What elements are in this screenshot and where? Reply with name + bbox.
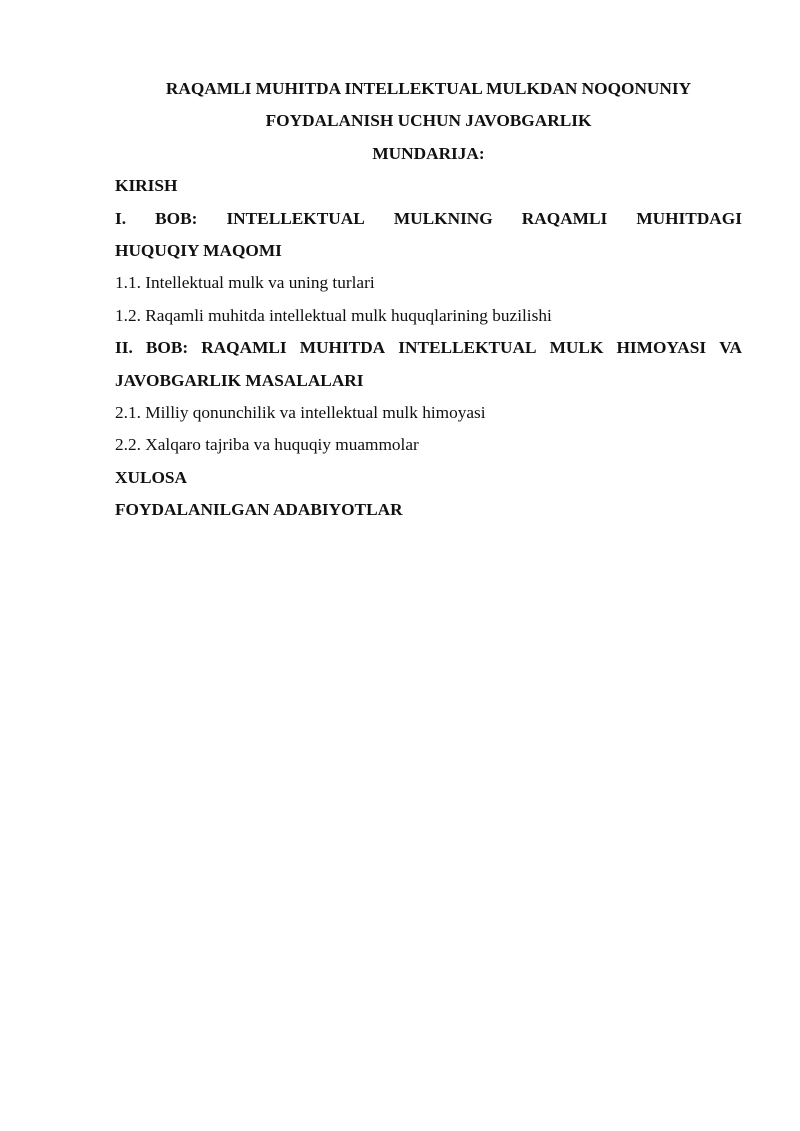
toc-chapter-2-word: INTELLEKTUAL	[398, 338, 537, 358]
toc-section-2-2: 2.2. Xalqaro tajriba va huquqiy muammolar	[115, 435, 419, 455]
contents-heading: MUNDARIJA:	[372, 143, 485, 163]
toc-chapter-1-word: I.	[115, 208, 127, 228]
toc-chapter-1-heading	[115, 203, 742, 235]
toc-section-1-2: 1.2. Raqamli muhitda intellektual mulk huquqlarining buzilishi	[115, 305, 552, 325]
toc-chapter-1-word: RAQAMLI	[521, 208, 608, 228]
toc-chapter-1-word: MUHITDAGI	[636, 208, 742, 228]
title-line-1: RAQAMLI MUHITDA INTELLEKTUAL MULKDAN NOQONUNIY	[165, 79, 692, 98]
toc-chapter-2-word: II.	[115, 338, 133, 358]
toc-chapter-2-word: MULK	[549, 338, 604, 358]
toc-chapter-2-continuation: JAVOBGARLIK MASALALARI	[115, 370, 364, 390]
toc-chapter-1-word: BOB:	[155, 208, 198, 228]
toc-chapter-2-word: BOB:	[145, 338, 189, 358]
toc-references: FOYDALANILGAN ADABIYOTLAR	[115, 500, 403, 520]
toc-chapter-2-word: MUHITDA	[299, 338, 386, 358]
toc-chapter-2-heading	[115, 332, 742, 364]
toc-chapter-2-word: RAQAMLI	[201, 338, 287, 358]
toc-section-1-1: 1.1. Intellektual mulk va uning turlari	[115, 273, 375, 293]
toc-intro: KIRISH	[115, 176, 178, 196]
toc-chapter-1-word: INTELLEKTUAL	[226, 208, 365, 228]
document-title	[115, 73, 742, 170]
toc-chapter-1-word: MULKNING	[393, 208, 493, 228]
document-content	[115, 73, 742, 527]
title-line-2: FOYDALANISH UCHUN JAVOBGARLIK	[265, 111, 592, 131]
toc-chapter-2-word: VA	[719, 338, 742, 358]
table-of-contents	[115, 170, 742, 526]
toc-chapter-1-continuation: HUQUQIY MAQOMI	[115, 241, 282, 261]
toc-chapter-2-word: HIMOYASI	[616, 338, 707, 358]
toc-section-2-1: 2.1. Milliy qonunchilik va intellektual mulk himoyasi	[115, 403, 486, 423]
toc-conclusion: XULOSA	[115, 467, 188, 487]
